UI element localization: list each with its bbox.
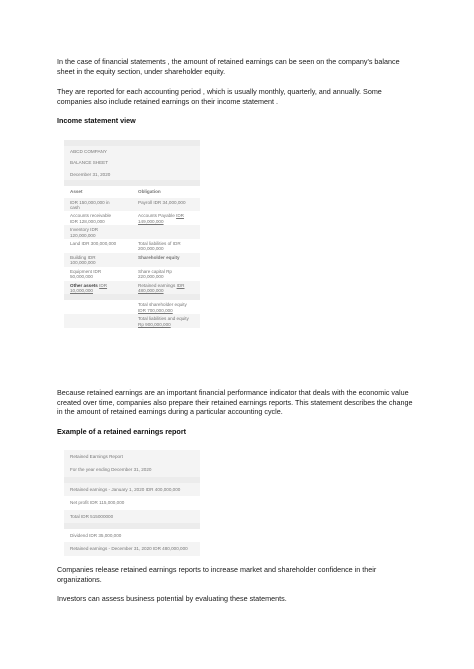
- report-opening-balance: Retained earnings - January 1, 2020 IDR 400,000,000: [64, 483, 200, 496]
- company-name: ABCD COMPANY: [64, 146, 200, 157]
- retained-earnings-cell: Retained earnings IDR 480,000,000: [132, 281, 200, 295]
- other-assets-cell: Other assets IDR 10,000,000: [64, 281, 132, 295]
- total-liabilities-equity-link[interactable]: Rp 900,000,000: [138, 321, 171, 327]
- report-total: Total IDR 515000000: [64, 510, 200, 523]
- report-period: For the year ending December 31, 2020: [64, 463, 200, 476]
- other-assets-link[interactable]: IDR: [99, 282, 108, 288]
- share-capital-cell: Share capital Rp 220,000,000: [132, 267, 200, 281]
- example-report-heading: Example of a retained earnings report: [57, 427, 187, 436]
- accounts-payable-cell: Accounts Payable IDR 149,000,000: [132, 211, 200, 225]
- balance-sheet-title: BALANCE SHEET: [64, 157, 200, 168]
- total-shareholder-equity-cell: Total shareholder equity IDR 700,000,000: [132, 300, 200, 314]
- land-cell: Land IDR 300,000,000: [64, 239, 132, 253]
- retained-earnings-link[interactable]: IDR: [176, 282, 185, 288]
- balance-sheet-table: [64, 140, 200, 328]
- report-title: Retained Earnings Report: [64, 450, 200, 463]
- middle-paragraph: Because retained earnings are an important financial performance indicator that deals with the economic value created over time, companies also prepare their retained earnings reports. This statement describes the change in the amount of retained earnings during a particular accounting cycle.: [57, 388, 413, 417]
- balance-sheet-date: December 31, 2020: [64, 169, 200, 180]
- intro-paragraph-1: In the case of financial statements , the amount of retained earnings can be seen on the company's balance sheet in the equity section, under shareholder equity.: [57, 57, 400, 76]
- report-dividend: Dividend IDR 35,000,000: [64, 529, 200, 542]
- accounts-payable-link-value[interactable]: 149,000,000: [138, 218, 164, 224]
- total-shareholder-equity-link[interactable]: IDR 700,000,000: [138, 307, 173, 313]
- cash-cell: IDR 150,000,000 in cash: [64, 198, 132, 212]
- column-header-obligation: Obligation: [132, 186, 200, 197]
- building-cell: Building IDR 100,000,000: [64, 253, 132, 267]
- report-net-profit: Net profit IDR 115,000,000: [64, 496, 200, 509]
- outro-paragraph-2: Investors can assess business potential by evaluating these statements.: [57, 594, 287, 603]
- total-liabilities-cell: Total liabilities of IDR 200,000,000: [132, 239, 200, 253]
- equipment-cell: Equipment IDR 50,000,000: [64, 267, 132, 281]
- intro-paragraph-2: They are reported for each accounting period , which is usually monthly, quarterly, and annually. Some companies also include retained earnings on their income statement .: [57, 87, 382, 106]
- report-closing-balance: Retained earnings - December 31, 2020 IDR 480,000,000: [64, 542, 200, 555]
- retained-earnings-report-table: [64, 450, 200, 556]
- payroll-cell: Payroll IDR 34,000,000: [132, 198, 200, 212]
- accounts-payable-link[interactable]: IDR: [176, 213, 184, 219]
- accounts-receivable-cell: Accounts receivable IDR 128,000,000: [64, 211, 132, 225]
- total-liabilities-equity-cell: Total liabilities and equity Rp 900,000,000: [132, 314, 200, 328]
- column-header-asset: Asset: [64, 186, 132, 197]
- shareholder-equity-heading: Shareholder equity: [132, 253, 200, 267]
- income-statement-heading: Income statement view: [57, 116, 136, 125]
- other-assets-link-value[interactable]: 10,000,000: [70, 287, 93, 293]
- inventory-cell: Inventory IDR 120,000,000: [64, 225, 132, 239]
- outro-paragraph-1: Companies release retained earnings reports to increase market and shareholder confidence in their organizations.: [57, 565, 377, 584]
- retained-earnings-link-value[interactable]: 480,000,000: [138, 287, 164, 293]
